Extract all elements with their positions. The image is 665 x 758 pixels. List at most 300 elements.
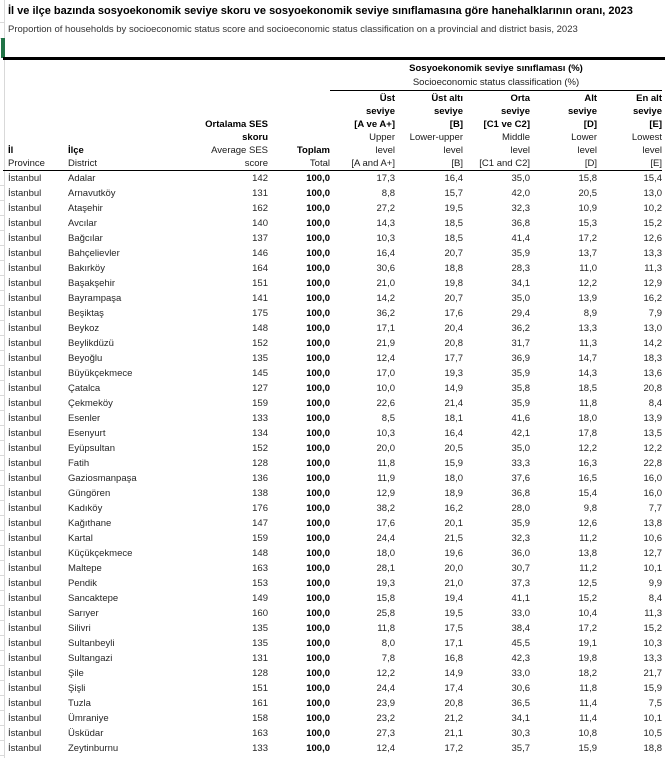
cell-middle-level[interactable]: 42,3	[511, 653, 530, 664]
cell-lower-upper-level[interactable]: 20,1	[444, 518, 463, 529]
cell-upper-level[interactable]: 30,6	[376, 263, 395, 274]
cell-total[interactable]: 100,0	[306, 323, 330, 334]
cell-total[interactable]: 100,0	[306, 518, 330, 529]
cell-province[interactable]: İstanbul	[8, 368, 42, 379]
cell-middle-level[interactable]: 36,5	[511, 698, 530, 709]
cell-middle-level[interactable]: 31,7	[511, 338, 530, 349]
cell-province[interactable]: İstanbul	[8, 533, 42, 544]
cell-district[interactable]: Beykoz	[68, 323, 100, 334]
cell-district[interactable]: Şişli	[68, 683, 86, 694]
cell-lower-level[interactable]: 15,9	[578, 743, 597, 754]
cell-total[interactable]: 100,0	[306, 308, 330, 319]
cell-upper-level[interactable]: 20,0	[376, 443, 395, 454]
cell-avg-ses-score[interactable]: 151	[252, 683, 268, 694]
cell-lower-level[interactable]: 8,9	[583, 308, 597, 319]
cell-lower-upper-level[interactable]: 19,5	[444, 203, 463, 214]
cell-upper-level[interactable]: 17,1	[376, 323, 395, 334]
cell-lower-level[interactable]: 15,4	[578, 488, 597, 499]
cell-province[interactable]: İstanbul	[8, 218, 42, 229]
cell-middle-level[interactable]: 42,0	[511, 188, 530, 199]
cell-middle-level[interactable]: 35,9	[511, 368, 530, 379]
cell-upper-level[interactable]: 12,4	[376, 353, 395, 364]
cell-upper-level[interactable]: 27,2	[376, 203, 395, 214]
cell-district[interactable]: Beşiktaş	[68, 308, 104, 319]
cell-middle-level[interactable]: 35,9	[511, 398, 530, 409]
cell-lowest-level[interactable]: 13,6	[643, 368, 662, 379]
cell-total[interactable]: 100,0	[306, 293, 330, 304]
cell-avg-ses-score[interactable]: 161	[252, 698, 268, 709]
cell-lower-upper-level[interactable]: 17,1	[444, 638, 463, 649]
cell-lower-upper-level[interactable]: 21,4	[444, 398, 463, 409]
cell-lower-level[interactable]: 11,4	[579, 698, 597, 709]
cell-upper-level[interactable]: 12,4	[376, 743, 395, 754]
cell-province[interactable]: İstanbul	[8, 443, 42, 454]
cell-avg-ses-score[interactable]: 128	[252, 668, 268, 679]
cell-district[interactable]: Sultanbeyli	[68, 638, 115, 649]
cell-upper-level[interactable]: 17,3	[376, 173, 395, 184]
cell-middle-level[interactable]: 30,6	[511, 683, 530, 694]
cell-district[interactable]: Tuzla	[68, 698, 91, 709]
cell-lower-upper-level[interactable]: 16,4	[444, 173, 463, 184]
cell-province[interactable]: İstanbul	[8, 713, 42, 724]
cell-district[interactable]: Gaziosmanpaşa	[68, 473, 137, 484]
cell-district[interactable]: Bahçelievler	[68, 248, 120, 259]
cell-avg-ses-score[interactable]: 140	[252, 218, 268, 229]
cell-lower-upper-level[interactable]: 17,7	[444, 353, 463, 364]
cell-upper-level[interactable]: 12,2	[376, 668, 395, 679]
cell-middle-level[interactable]: 41,4	[511, 233, 530, 244]
cell-province[interactable]: İstanbul	[8, 458, 42, 469]
cell-middle-level[interactable]: 45,5	[511, 638, 530, 649]
cell-lower-upper-level[interactable]: 18,8	[444, 263, 463, 274]
cell-avg-ses-score[interactable]: 131	[252, 188, 268, 199]
cell-province[interactable]: İstanbul	[8, 518, 42, 529]
cell-lower-upper-level[interactable]: 20,7	[444, 248, 463, 259]
cell-district[interactable]: Bakırköy	[68, 263, 105, 274]
cell-lower-upper-level[interactable]: 15,7	[444, 188, 463, 199]
cell-lower-level[interactable]: 17,2	[578, 233, 597, 244]
cell-avg-ses-score[interactable]: 164	[252, 263, 268, 274]
cell-upper-level[interactable]: 38,2	[376, 503, 395, 514]
cell-avg-ses-score[interactable]: 135	[252, 353, 268, 364]
cell-district[interactable]: Eyüpsultan	[68, 443, 116, 454]
cell-province[interactable]: İstanbul	[8, 728, 42, 739]
cell-avg-ses-score[interactable]: 134	[252, 428, 268, 439]
cell-lower-level[interactable]: 13,9	[578, 293, 597, 304]
cell-lower-upper-level[interactable]: 20,7	[444, 293, 463, 304]
cell-upper-level[interactable]: 36,2	[376, 308, 395, 319]
cell-upper-level[interactable]: 14,2	[376, 293, 395, 304]
cell-avg-ses-score[interactable]: 175	[252, 308, 268, 319]
cell-middle-level[interactable]: 35,9	[511, 518, 530, 529]
cell-total[interactable]: 100,0	[306, 413, 330, 424]
cell-lower-level[interactable]: 19,8	[578, 653, 597, 664]
cell-province[interactable]: İstanbul	[8, 698, 42, 709]
cell-total[interactable]: 100,0	[306, 668, 330, 679]
cell-upper-level[interactable]: 15,8	[376, 593, 395, 604]
cell-province[interactable]: İstanbul	[8, 668, 42, 679]
cell-lowest-level[interactable]: 12,2	[643, 443, 662, 454]
cell-avg-ses-score[interactable]: 162	[252, 203, 268, 214]
cell-province[interactable]: İstanbul	[8, 173, 42, 184]
cell-total[interactable]: 100,0	[306, 713, 330, 724]
cell-lower-level[interactable]: 12,6	[578, 518, 597, 529]
cell-lower-upper-level[interactable]: 16,4	[444, 428, 463, 439]
cell-upper-level[interactable]: 23,2	[376, 713, 395, 724]
cell-lower-level[interactable]: 17,8	[578, 428, 597, 439]
cell-lower-upper-level[interactable]: 20,0	[444, 563, 463, 574]
cell-province[interactable]: İstanbul	[8, 473, 42, 484]
cell-middle-level[interactable]: 32,3	[511, 533, 530, 544]
cell-total[interactable]: 100,0	[306, 443, 330, 454]
cell-total[interactable]: 100,0	[306, 488, 330, 499]
cell-province[interactable]: İstanbul	[8, 338, 42, 349]
cell-lower-upper-level[interactable]: 20,4	[444, 323, 463, 334]
cell-upper-level[interactable]: 11,9	[377, 473, 395, 484]
cell-lowest-level[interactable]: 15,9	[643, 683, 662, 694]
cell-lower-upper-level[interactable]: 17,4	[444, 683, 463, 694]
cell-total[interactable]: 100,0	[306, 368, 330, 379]
cell-middle-level[interactable]: 35,8	[511, 383, 530, 394]
cell-lowest-level[interactable]: 10,1	[643, 563, 662, 574]
cell-total[interactable]: 100,0	[306, 248, 330, 259]
cell-lower-upper-level[interactable]: 16,8	[444, 653, 463, 664]
cell-total[interactable]: 100,0	[306, 608, 330, 619]
cell-lower-level[interactable]: 20,5	[578, 188, 597, 199]
cell-lowest-level[interactable]: 16,0	[643, 488, 662, 499]
cell-upper-level[interactable]: 23,9	[376, 698, 395, 709]
cell-avg-ses-score[interactable]: 135	[252, 623, 268, 634]
cell-middle-level[interactable]: 37,6	[511, 473, 530, 484]
cell-lower-level[interactable]: 15,2	[578, 593, 597, 604]
cell-avg-ses-score[interactable]: 128	[252, 458, 268, 469]
cell-province[interactable]: İstanbul	[8, 278, 42, 289]
cell-middle-level[interactable]: 36,2	[511, 323, 530, 334]
cell-district[interactable]: Başakşehir	[68, 278, 115, 289]
col-header-total[interactable]	[268, 144, 330, 170]
cell-district[interactable]: Kağıthane	[68, 518, 112, 529]
cell-district[interactable]: Sultangazi	[68, 653, 113, 664]
cell-lower-upper-level[interactable]: 17,2	[444, 743, 463, 754]
cell-lowest-level[interactable]: 15,2	[643, 623, 662, 634]
cell-lower-level[interactable]: 11,2	[579, 563, 597, 574]
cell-province[interactable]: İstanbul	[8, 593, 42, 604]
cell-middle-level[interactable]: 33,0	[511, 608, 530, 619]
cell-middle-level[interactable]: 42,1	[511, 428, 530, 439]
cell-lower-upper-level[interactable]: 16,2	[444, 503, 463, 514]
cell-total[interactable]: 100,0	[306, 623, 330, 634]
cell-lowest-level[interactable]: 13,3	[643, 248, 662, 259]
cell-avg-ses-score[interactable]: 176	[252, 503, 268, 514]
cell-province[interactable]: İstanbul	[8, 233, 42, 244]
col-header-province[interactable]	[3, 144, 68, 170]
cell-total[interactable]: 100,0	[306, 263, 330, 274]
cell-lower-upper-level[interactable]: 19,4	[444, 593, 463, 604]
cell-lower-upper-level[interactable]: 20,5	[444, 443, 463, 454]
cell-avg-ses-score[interactable]: 131	[252, 653, 268, 664]
cell-lowest-level[interactable]: 16,2	[643, 293, 662, 304]
cell-avg-ses-score[interactable]: 149	[252, 593, 268, 604]
col-header-lower-upper-level[interactable]	[395, 92, 463, 170]
cell-middle-level[interactable]: 36,9	[511, 353, 530, 364]
cell-avg-ses-score[interactable]: 158	[252, 713, 268, 724]
cell-lower-level[interactable]: 13,7	[578, 248, 597, 259]
cell-district[interactable]: Çekmeköy	[68, 398, 113, 409]
cell-middle-level[interactable]: 35,0	[511, 293, 530, 304]
cell-province[interactable]: İstanbul	[8, 263, 42, 274]
cell-upper-level[interactable]: 12,9	[376, 488, 395, 499]
cell-lower-level[interactable]: 9,8	[583, 503, 597, 514]
cell-upper-level[interactable]: 8,5	[381, 413, 395, 424]
cell-lowest-level[interactable]: 13,0	[643, 323, 662, 334]
cell-district[interactable]: Adalar	[68, 173, 96, 184]
cell-avg-ses-score[interactable]: 163	[252, 563, 268, 574]
cell-upper-level[interactable]: 17,6	[376, 518, 395, 529]
cell-lower-upper-level[interactable]: 20,8	[444, 698, 463, 709]
cell-district[interactable]: Beyoğlu	[68, 353, 103, 364]
cell-lower-upper-level[interactable]: 19,5	[444, 608, 463, 619]
cell-upper-level[interactable]: 8,0	[381, 638, 395, 649]
cell-lower-level[interactable]: 11,3	[579, 338, 597, 349]
cell-middle-level[interactable]: 36,8	[511, 218, 530, 229]
cell-lowest-level[interactable]: 10,3	[643, 638, 662, 649]
cell-middle-level[interactable]: 35,0	[511, 173, 530, 184]
col-header-middle-level[interactable]	[463, 92, 530, 170]
cell-avg-ses-score[interactable]: 145	[252, 368, 268, 379]
cell-total[interactable]: 100,0	[306, 533, 330, 544]
cell-lowest-level[interactable]: 9,9	[648, 578, 662, 589]
cell-total[interactable]: 100,0	[306, 653, 330, 664]
cell-province[interactable]: İstanbul	[8, 638, 42, 649]
cell-avg-ses-score[interactable]: 147	[252, 518, 268, 529]
cell-lower-upper-level[interactable]: 19,6	[444, 548, 463, 559]
cell-lower-level[interactable]: 12,2	[578, 443, 597, 454]
cell-lowest-level[interactable]: 10,5	[643, 728, 662, 739]
cell-avg-ses-score[interactable]: 146	[252, 248, 268, 259]
cell-upper-level[interactable]: 27,3	[376, 728, 395, 739]
cell-total[interactable]: 100,0	[306, 338, 330, 349]
cell-lowest-level[interactable]: 7,5	[648, 698, 662, 709]
cell-lower-upper-level[interactable]: 20,8	[444, 338, 463, 349]
cell-avg-ses-score[interactable]: 137	[252, 233, 268, 244]
cell-lowest-level[interactable]: 10,6	[643, 533, 662, 544]
cell-lower-level[interactable]: 11,0	[579, 263, 597, 274]
cell-total[interactable]: 100,0	[306, 578, 330, 589]
cell-lowest-level[interactable]: 12,6	[643, 233, 662, 244]
cell-district[interactable]: Fatih	[68, 458, 90, 469]
cell-avg-ses-score[interactable]: 151	[252, 278, 268, 289]
cell-lower-level[interactable]: 15,8	[578, 173, 597, 184]
cell-middle-level[interactable]: 36,8	[511, 488, 530, 499]
cell-district[interactable]: Bayrampaşa	[68, 293, 122, 304]
cell-district[interactable]: Küçükçekmece	[68, 548, 133, 559]
cell-lower-upper-level[interactable]: 15,9	[444, 458, 463, 469]
cell-province[interactable]: İstanbul	[8, 488, 42, 499]
cell-province[interactable]: İstanbul	[8, 353, 42, 364]
cell-district[interactable]: Ümraniye	[68, 713, 109, 724]
cell-avg-ses-score[interactable]: 138	[252, 488, 268, 499]
cell-lower-upper-level[interactable]: 21,1	[444, 728, 463, 739]
cell-lower-level[interactable]: 11,8	[579, 683, 597, 694]
cell-district[interactable]: Zeytinburnu	[68, 743, 119, 754]
cell-province[interactable]: İstanbul	[8, 188, 42, 199]
cell-district[interactable]: Avcılar	[68, 218, 97, 229]
cell-lower-level[interactable]: 11,4	[579, 713, 597, 724]
cell-lower-level[interactable]: 14,3	[578, 368, 597, 379]
cell-province[interactable]: İstanbul	[8, 323, 42, 334]
cell-province[interactable]: İstanbul	[8, 203, 42, 214]
cell-upper-level[interactable]: 11,8	[377, 458, 395, 469]
cell-district[interactable]: Esenler	[68, 413, 101, 424]
cell-total[interactable]: 100,0	[306, 428, 330, 439]
cell-lower-level[interactable]: 13,3	[578, 323, 597, 334]
cell-lower-level[interactable]: 14,7	[578, 353, 597, 364]
cell-upper-level[interactable]: 18,0	[376, 548, 395, 559]
cell-avg-ses-score[interactable]: 142	[252, 173, 268, 184]
cell-district[interactable]: Çatalca	[68, 383, 101, 394]
cell-lower-upper-level[interactable]: 18,1	[444, 413, 463, 424]
cell-middle-level[interactable]: 35,9	[511, 248, 530, 259]
cell-upper-level[interactable]: 10,3	[376, 233, 395, 244]
cell-lower-upper-level[interactable]: 19,3	[444, 368, 463, 379]
cell-upper-level[interactable]: 14,3	[376, 218, 395, 229]
cell-upper-level[interactable]: 10,3	[376, 428, 395, 439]
cell-total[interactable]: 100,0	[306, 473, 330, 484]
cell-district[interactable]: Beylikdüzü	[68, 338, 114, 349]
cell-middle-level[interactable]: 41,6	[511, 413, 530, 424]
cell-middle-level[interactable]: 35,0	[511, 443, 530, 454]
cell-avg-ses-score[interactable]: 127	[252, 383, 268, 394]
cell-avg-ses-score[interactable]: 141	[252, 293, 268, 304]
cell-lowest-level[interactable]: 12,7	[643, 548, 662, 559]
cell-upper-level[interactable]: 16,4	[376, 248, 395, 259]
cell-province[interactable]: İstanbul	[8, 548, 42, 559]
cell-lowest-level[interactable]: 12,9	[643, 278, 662, 289]
cell-province[interactable]: İstanbul	[8, 578, 42, 589]
cell-lower-level[interactable]: 19,1	[578, 638, 597, 649]
cell-avg-ses-score[interactable]: 136	[252, 473, 268, 484]
cell-lowest-level[interactable]: 18,8	[643, 743, 662, 754]
cell-middle-level[interactable]: 30,3	[511, 728, 530, 739]
cell-middle-level[interactable]: 28,0	[511, 503, 530, 514]
cell-lower-level[interactable]: 16,5	[578, 473, 597, 484]
cell-upper-level[interactable]: 7,8	[381, 653, 395, 664]
cell-lowest-level[interactable]: 13,9	[643, 413, 662, 424]
cell-lowest-level[interactable]: 10,2	[643, 203, 662, 214]
cell-lowest-level[interactable]: 8,4	[648, 593, 662, 604]
cell-avg-ses-score[interactable]: 160	[252, 608, 268, 619]
cell-total[interactable]: 100,0	[306, 398, 330, 409]
cell-avg-ses-score[interactable]: 148	[252, 548, 268, 559]
cell-total[interactable]: 100,0	[306, 698, 330, 709]
cell-upper-level[interactable]: 11,8	[377, 623, 395, 634]
cell-lowest-level[interactable]: 15,2	[643, 218, 662, 229]
cell-lower-upper-level[interactable]: 17,5	[444, 623, 463, 634]
cell-avg-ses-score[interactable]: 152	[252, 338, 268, 349]
cell-lower-level[interactable]: 13,8	[578, 548, 597, 559]
cell-total[interactable]: 100,0	[306, 683, 330, 694]
col-header-lower-level[interactable]	[530, 92, 597, 170]
cell-avg-ses-score[interactable]: 159	[252, 398, 268, 409]
cell-total[interactable]: 100,0	[306, 278, 330, 289]
cell-lowest-level[interactable]: 13,3	[643, 653, 662, 664]
cell-district[interactable]: Ataşehir	[68, 203, 103, 214]
cell-lowest-level[interactable]: 10,1	[643, 713, 662, 724]
cell-avg-ses-score[interactable]: 152	[252, 443, 268, 454]
col-header-upper-level[interactable]	[330, 92, 395, 170]
cell-total[interactable]: 100,0	[306, 353, 330, 364]
cell-total[interactable]: 100,0	[306, 548, 330, 559]
cell-lowest-level[interactable]: 13,5	[643, 428, 662, 439]
cell-lower-upper-level[interactable]: 18,5	[444, 218, 463, 229]
cell-middle-level[interactable]: 33,3	[511, 458, 530, 469]
cell-province[interactable]: İstanbul	[8, 413, 42, 424]
col-header-avg-ses-score[interactable]	[190, 118, 268, 170]
cell-total[interactable]: 100,0	[306, 728, 330, 739]
cell-district[interactable]: Silivri	[68, 623, 91, 634]
cell-lower-upper-level[interactable]: 19,8	[444, 278, 463, 289]
cell-province[interactable]: İstanbul	[8, 683, 42, 694]
cell-upper-level[interactable]: 17,0	[376, 368, 395, 379]
cell-district[interactable]: Sarıyer	[68, 608, 99, 619]
cell-province[interactable]: İstanbul	[8, 428, 42, 439]
cell-district[interactable]: Arnavutköy	[68, 188, 116, 199]
cell-lowest-level[interactable]: 13,8	[643, 518, 662, 529]
cell-lowest-level[interactable]: 11,3	[644, 608, 662, 619]
cell-province[interactable]: İstanbul	[8, 293, 42, 304]
cell-upper-level[interactable]: 24,4	[376, 533, 395, 544]
cell-province[interactable]: İstanbul	[8, 248, 42, 259]
cell-total[interactable]: 100,0	[306, 503, 330, 514]
cell-lower-level[interactable]: 18,5	[578, 383, 597, 394]
cell-total[interactable]: 100,0	[306, 743, 330, 754]
cell-lowest-level[interactable]: 22,8	[643, 458, 662, 469]
cell-lowest-level[interactable]: 18,3	[643, 353, 662, 364]
cell-avg-ses-score[interactable]: 163	[252, 728, 268, 739]
cell-total[interactable]: 100,0	[306, 218, 330, 229]
col-header-lowest-level[interactable]	[597, 92, 662, 170]
cell-avg-ses-score[interactable]: 135	[252, 638, 268, 649]
cell-upper-level[interactable]: 24,4	[376, 683, 395, 694]
cell-avg-ses-score[interactable]: 133	[252, 743, 268, 754]
cell-lowest-level[interactable]: 20,8	[643, 383, 662, 394]
cell-lowest-level[interactable]: 15,4	[643, 173, 662, 184]
cell-province[interactable]: İstanbul	[8, 608, 42, 619]
cell-district[interactable]: Kadıköy	[68, 503, 103, 514]
cell-middle-level[interactable]: 30,7	[511, 563, 530, 574]
cell-province[interactable]: İstanbul	[8, 653, 42, 664]
cell-middle-level[interactable]: 36,0	[511, 548, 530, 559]
cell-district[interactable]: Esenyurt	[68, 428, 106, 439]
cell-lowest-level[interactable]: 7,7	[648, 503, 662, 514]
cell-lower-upper-level[interactable]: 21,0	[444, 578, 463, 589]
cell-lower-level[interactable]: 15,3	[578, 218, 597, 229]
cell-district[interactable]: Maltepe	[68, 563, 102, 574]
cell-lower-upper-level[interactable]: 21,5	[444, 533, 463, 544]
cell-middle-level[interactable]: 38,4	[511, 623, 530, 634]
cell-avg-ses-score[interactable]: 153	[252, 578, 268, 589]
cell-lower-upper-level[interactable]: 21,2	[444, 713, 463, 724]
cell-middle-level[interactable]: 34,1	[511, 278, 530, 289]
cell-district[interactable]: Sancaktepe	[68, 593, 119, 604]
cell-lowest-level[interactable]: 21,7	[643, 668, 662, 679]
cell-lowest-level[interactable]: 13,0	[643, 188, 662, 199]
cell-total[interactable]: 100,0	[306, 458, 330, 469]
cell-upper-level[interactable]: 21,9	[376, 338, 395, 349]
cell-lower-upper-level[interactable]: 18,5	[444, 233, 463, 244]
cell-avg-ses-score[interactable]: 159	[252, 533, 268, 544]
cell-province[interactable]: İstanbul	[8, 398, 42, 409]
